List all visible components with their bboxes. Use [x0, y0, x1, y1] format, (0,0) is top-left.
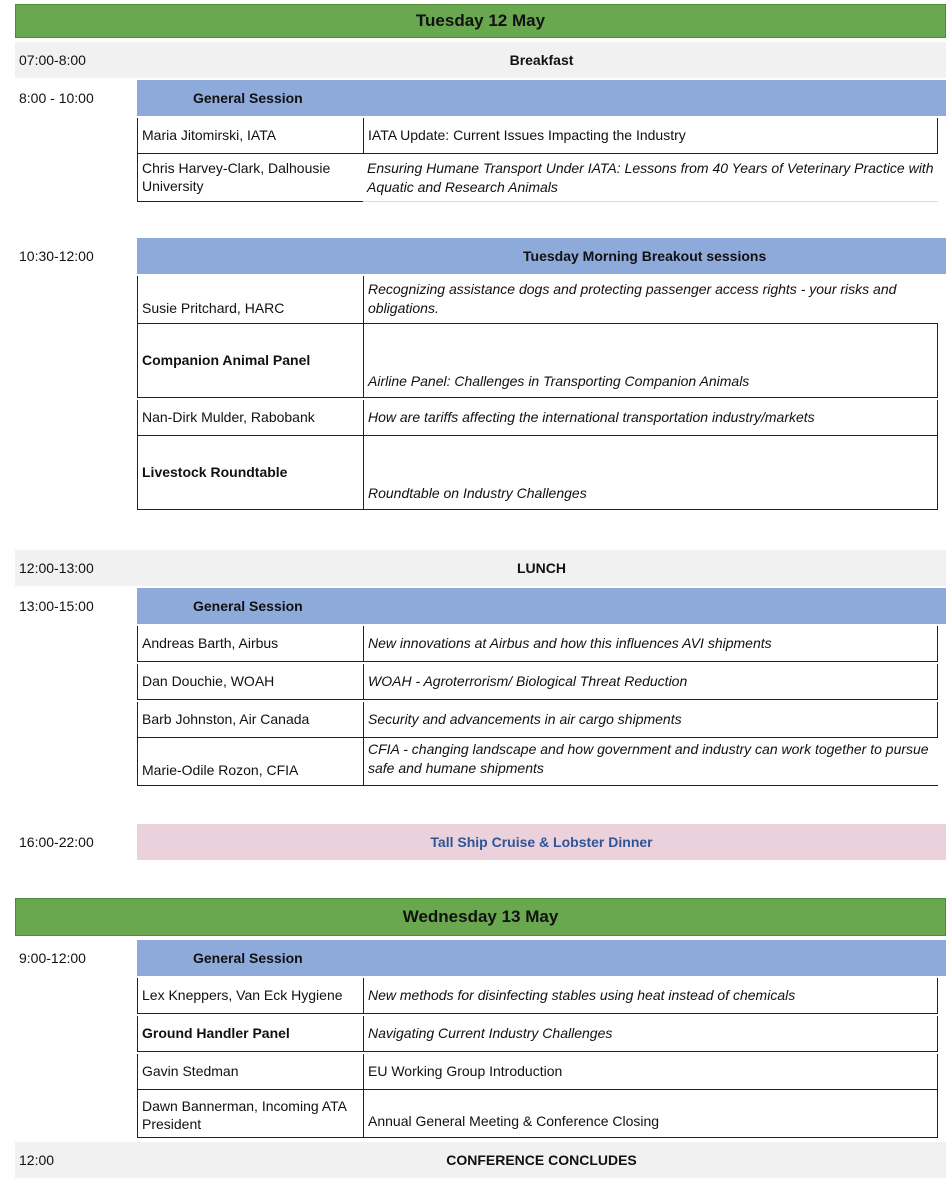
topic: How are tariffs affecting the international transportation industry/markets — [363, 400, 938, 436]
agenda-item — [15, 738, 946, 786]
spacer-row — [15, 202, 946, 236]
time-cell: 12:00 — [19, 1152, 55, 1168]
agenda-item — [15, 702, 946, 738]
topic: CFIA - changing landscape and how government and industry can work together to pursue safe and humane shipments — [363, 738, 938, 786]
speaker: Andreas Barth, Airbus — [137, 626, 363, 662]
session-label-cell — [137, 940, 363, 976]
agenda-item — [15, 664, 946, 700]
speaker: Dan Douchie, WOAH — [137, 664, 363, 700]
speaker: Gavin Stedman — [137, 1054, 363, 1090]
speaker: Susie Pritchard, HARC — [137, 276, 363, 324]
topic: EU Working Group Introduction — [363, 1054, 938, 1090]
speaker: Dawn Bannerman, Incoming ATA President — [137, 1090, 363, 1138]
session-label: General Session — [193, 950, 303, 966]
speaker: Marie-Odile Rozon, CFIA — [137, 738, 363, 786]
topic: Navigating Current Industry Challenges — [363, 1016, 938, 1052]
topic: Ensuring Humane Transport Under IATA: Lessons from 40 Years of Veterinary Practice with Aquatic and Research Animals — [363, 154, 938, 202]
general-session-header-row — [15, 588, 946, 624]
agenda-item — [15, 400, 946, 436]
spacer-row — [15, 788, 946, 822]
spacer-row — [15, 862, 946, 894]
speaker: Lex Kneppers, Van Eck Hygiene — [137, 978, 363, 1014]
topic: Roundtable on Industry Challenges — [363, 436, 938, 510]
agenda-item — [15, 1054, 946, 1090]
agenda-item — [15, 324, 946, 398]
topic: Security and advancements in air cargo shipments — [363, 702, 938, 738]
agenda-item — [15, 1090, 946, 1138]
session-label-cell — [137, 588, 363, 624]
cruise-row — [15, 824, 946, 860]
panel-title: Ground Handler Panel — [137, 1016, 363, 1052]
topic: New innovations at Airbus and how this influences AVI shipments — [363, 626, 938, 662]
topic: Airline Panel: Challenges in Transporting Companion Animals — [363, 324, 938, 398]
lunch-label: LUNCH — [517, 560, 566, 576]
breakfast-label: Breakfast — [509, 52, 574, 68]
time-cell: 9:00-12:00 — [19, 950, 86, 966]
speaker: Chris Harvey-Clark, Dalhousie University — [137, 154, 363, 202]
general-session-header-row — [15, 80, 946, 116]
breakout-header-row — [15, 238, 946, 274]
topic: Annual General Meeting & Conference Closing — [363, 1090, 938, 1138]
agenda-item — [15, 978, 946, 1014]
session-label-cell — [137, 80, 363, 116]
agenda-item — [15, 1016, 946, 1052]
conclude-label: CONFERENCE CONCLUDES — [446, 1152, 637, 1168]
topic: WOAH - Agroterrorism/ Biological Threat Reduction — [363, 664, 938, 700]
time-cell: 12:00-13:00 — [19, 560, 94, 576]
topic: IATA Update: Current Issues Impacting the Industry — [363, 118, 938, 154]
panel-title: Companion Animal Panel — [137, 324, 363, 398]
time-cell: 16:00-22:00 — [19, 834, 94, 850]
agenda-item — [15, 276, 946, 324]
day-title: Wednesday 13 May — [402, 907, 559, 926]
time-cell: 8:00 - 10:00 — [19, 90, 94, 106]
topic: Recognizing assistance dogs and protecting passenger access rights - your risks and obligations. — [363, 276, 938, 324]
time-cell: 10:30-12:00 — [19, 248, 94, 264]
session-label: General Session — [193, 598, 303, 614]
lunch-row — [15, 550, 946, 586]
speaker: Barb Johnston, Air Canada — [137, 702, 363, 738]
session-blank-cell — [363, 80, 946, 116]
agenda-item — [15, 154, 946, 202]
panel-title: Livestock Roundtable — [137, 436, 363, 510]
breakout-label: Tuesday Morning Breakout sessions — [137, 238, 946, 274]
session-blank-cell — [363, 588, 946, 624]
day-header-tuesday — [15, 4, 946, 38]
agenda-item — [15, 436, 946, 510]
session-blank-cell — [363, 940, 946, 976]
time-cell: 07:00-8:00 — [19, 52, 86, 68]
cruise-label: Tall Ship Cruise & Lobster Dinner — [137, 824, 946, 860]
breakfast-row — [15, 42, 946, 78]
time-cell: 13:00-15:00 — [19, 598, 94, 614]
topic: New methods for disinfecting stables using heat instead of chemicals — [363, 978, 938, 1014]
conclude-row — [15, 1142, 946, 1178]
agenda-item — [15, 626, 946, 662]
speaker: Maria Jitomirski, IATA — [137, 118, 363, 154]
day-title: Tuesday 12 May — [415, 11, 546, 30]
agenda-item — [15, 118, 946, 154]
day-header-wednesday — [15, 898, 946, 936]
speaker: Nan-Dirk Mulder, Rabobank — [137, 400, 363, 436]
session-label: General Session — [193, 90, 303, 106]
general-session-header-row — [15, 940, 946, 976]
spacer-row — [15, 512, 946, 546]
